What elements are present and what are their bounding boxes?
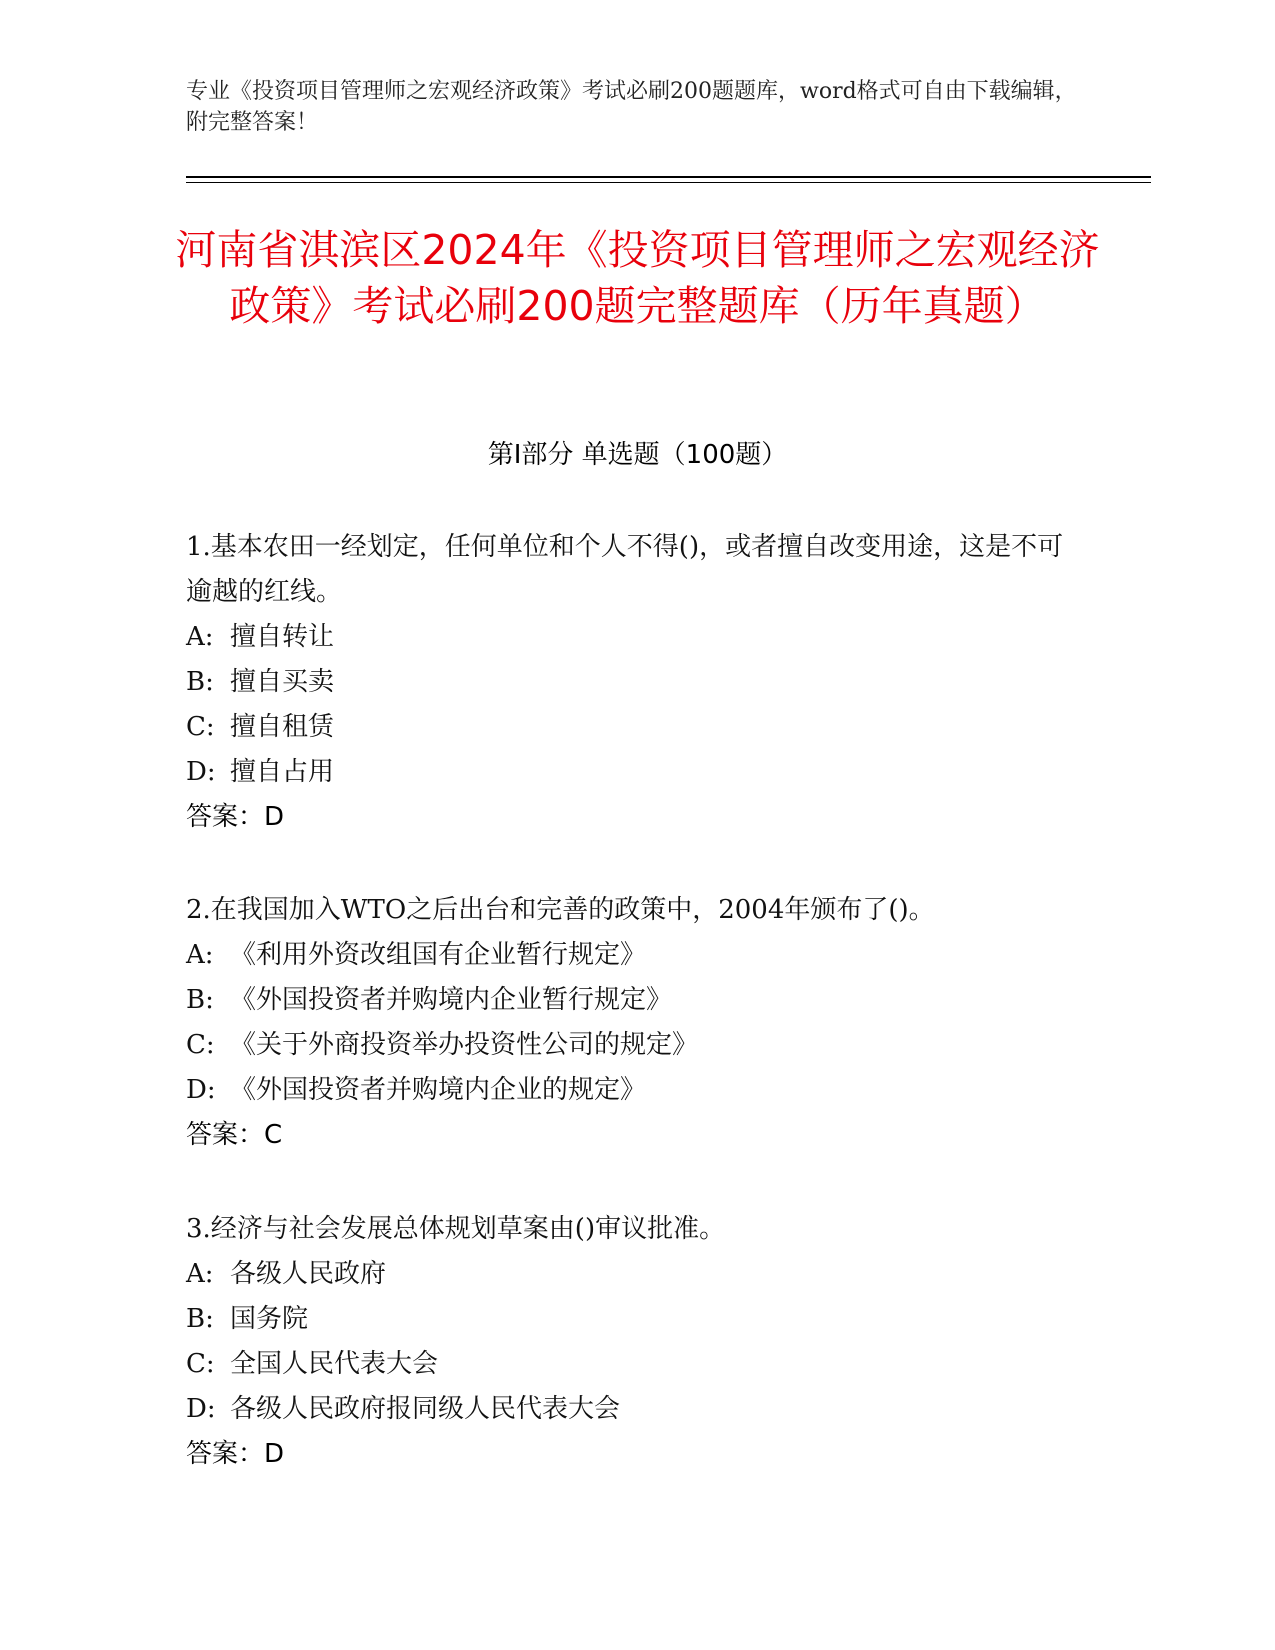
option-c	[186, 705, 1066, 750]
question-stem: 1.基本农田一经划定，任何单位和个人不得()，或者擅自改变用途，这是不可逾越的红线。	[186, 532, 1064, 607]
option-text: 《外国投资者并购境内企业的规定》	[230, 1075, 647, 1105]
option-text: 全国人民代表大会	[230, 1349, 439, 1379]
option-text: 擅自租赁	[230, 712, 335, 742]
option-letter: B:	[186, 985, 214, 1015]
option-letter: D:	[186, 757, 216, 787]
option-letter: D:	[186, 1394, 216, 1424]
answer-line: 答案：D	[186, 1439, 285, 1469]
option-a	[186, 615, 1066, 660]
option-text: 国务院	[230, 1304, 309, 1334]
option-text: 各级人民政府	[230, 1259, 387, 1289]
answer-line: 答案：D	[186, 802, 285, 832]
option-letter: A:	[186, 622, 214, 652]
option-b	[186, 1297, 1066, 1342]
option-d	[186, 1387, 1066, 1432]
option-letter: C:	[186, 1349, 215, 1379]
header-note: 专业《投资项目管理师之宏观经济政策》考试必刷200题题库，word格式可自由下载编辑，附完整答案！	[186, 79, 1077, 135]
question-block	[186, 1207, 1066, 1477]
option-text: 《利用外资改组国有企业暂行规定》	[230, 940, 647, 970]
option-letter: B:	[186, 667, 214, 697]
question-block	[186, 525, 1066, 840]
option-letter: C:	[186, 1030, 215, 1060]
option-text: 《关于外商投资举办投资性公司的规定》	[230, 1030, 699, 1060]
section-heading: 第I部分 单选题（100题）	[487, 440, 788, 470]
option-c	[186, 1023, 1066, 1068]
question-stem: 2.在我国加入WTO之后出台和完善的政策中，2004年颁布了()。	[186, 895, 935, 925]
document-title: 河南省淇滨区2024年《投资项目管理师之宏观经济政策》考试必刷200题完整题库（历年真题）	[175, 226, 1100, 330]
option-d	[186, 750, 1066, 795]
question-stem: 3.经济与社会发展总体规划草案由()审议批准。	[186, 1214, 726, 1244]
header-rule-thick	[186, 176, 1151, 178]
option-text: 《外国投资者并购境内企业暂行规定》	[230, 985, 673, 1015]
option-c	[186, 1342, 1066, 1387]
option-text: 擅自转让	[230, 622, 335, 652]
option-d	[186, 1068, 1066, 1113]
option-letter: C:	[186, 712, 215, 742]
option-letter: A:	[186, 1259, 214, 1289]
option-b	[186, 978, 1066, 1023]
answer-line: 答案：C	[186, 1120, 283, 1150]
option-b	[186, 660, 1066, 705]
option-text: 擅自占用	[230, 757, 335, 787]
option-a	[186, 1252, 1066, 1297]
header-rule-thin	[186, 182, 1151, 183]
option-letter: D:	[186, 1075, 216, 1105]
option-letter: B:	[186, 1304, 214, 1334]
option-text: 各级人民政府报同级人民代表大会	[230, 1394, 621, 1424]
option-letter: A:	[186, 940, 214, 970]
question-block	[186, 888, 1066, 1158]
option-a	[186, 933, 1066, 978]
option-text: 擅自买卖	[230, 667, 335, 697]
